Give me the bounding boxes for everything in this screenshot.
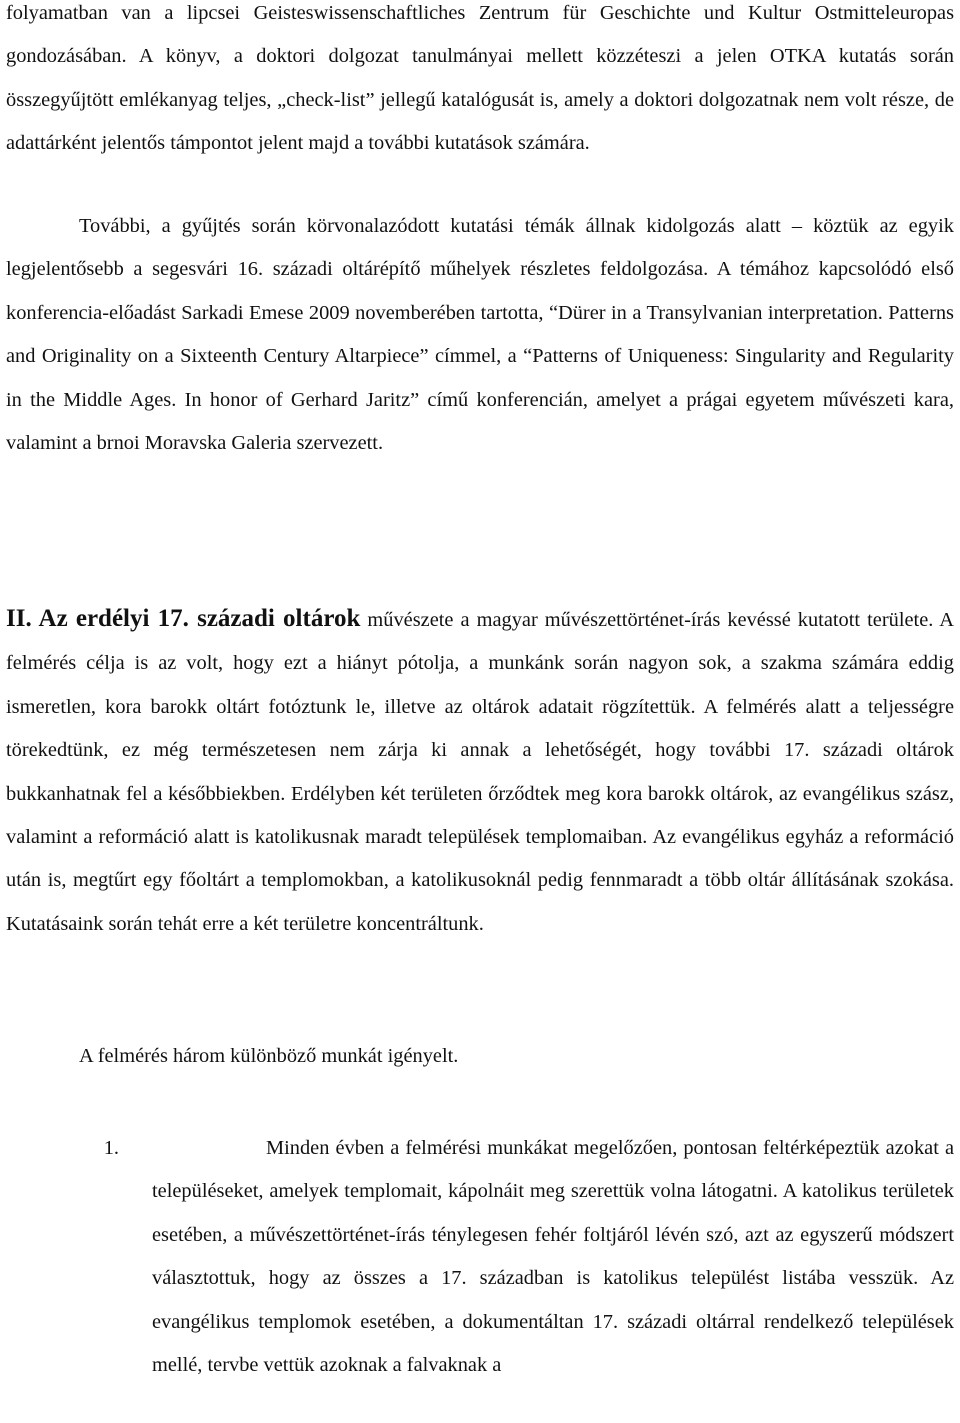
list-item-number: 1. — [103, 1137, 119, 1159]
paragraph-survey-intro: A felmérés három különböző munkát igényelt. — [79, 1045, 459, 1067]
paragraph-research-topics: További, a gyűjtés során körvonalazódott kutatási témák állnak kidolgozás alatt – köztük az egyik legjelentősebb a segesvári 16. századi oltárépítő műhelyek részletes feldolgozása. A témához kapcsolódó első konferencia-előadást Sarkadi Emese 2009 novemberében tartotta, “Dürer in a Transylvanian interpretation. Patterns and Originality on a Sixteenth Century Altarpiece” címmel, a “Patterns of Uniqueness: Singularity and Regularity in the Middle Ages. In honor of Gerhard Jaritz” című konferencián, amelyet a prágai egyetem művészeti kara, valamint a brnoi Moravska Galeria szervezett. — [6, 215, 954, 455]
paragraph-intro: folyamatban van a lipcsei Geisteswissenschaftliches Zentrum für Geschichte und Kultur Ostmitteleuropas gondozásában. A könyv, a doktori dolgozat tanulmányai mellett közzéteszi a jelen OTKA kutatás során összegyűjtött emlékanyag teljes, „check-list” jellegű katalógusát is, amely a doktori dolgozatnak nem volt része, de adattárként jelentős támpontot jelent majd a további kutatások számára. — [6, 2, 954, 155]
list-item — [103, 1127, 954, 1387]
section-body: művészete a magyar művészettörténet-írás kevéssé kutatott területe. A felmérés célja is az volt, hogy ezt a hiányt pótolja, a munkánk során nagyon sok, a szakma számára eddig ismeretlen, kora barokk oltárt fotóztunk le, illetve az oltárok adatait rögzítettük. A felmérés alatt a teljességre törekedtünk, ez még természetesen nem zárja ki annak a lehetőségét, hogy további 17. századi oltárok bukkanhatnak fel a későbbiekben. Erdélyben két területen őrződtek meg kora barokk oltárok, az evangélikus szász, valamint a reformáció alatt is katolikusnak maradt települések templomaiban. Az evangélikus egyház a reformáció után is, megtűrt egy főoltárt a templomokban, a katolikusoknál pedig fennmaradt a több oltár állításának szokása. Kutatásaink során tehát erre a két területre koncentráltunk. — [6, 609, 954, 935]
list-item-text: Minden évben a felmérési munkákat megelőzően, pontosan feltérképeztük azokat a településeket, amelyek templomait, kápolnáit meg szerettük volna látogatni. A katolikus területek esetében, a művészettörténet-írás ténylegesen fehér foltjáról lévén szó, azt az egyszerű módszert választottuk, hogy az összes a 17. században is katolikus települést listába vesszük. Az evangélikus templomok esetében, a dokumentáltan 17. századi oltárral rendelkező települések mellé, tervbe vettük azoknak a falvaknak a — [152, 1137, 954, 1377]
paragraph-section-ii — [6, 597, 954, 946]
section-heading: II. Az erdélyi 17. századi oltárok — [6, 605, 361, 632]
numbered-list — [103, 1127, 954, 1387]
